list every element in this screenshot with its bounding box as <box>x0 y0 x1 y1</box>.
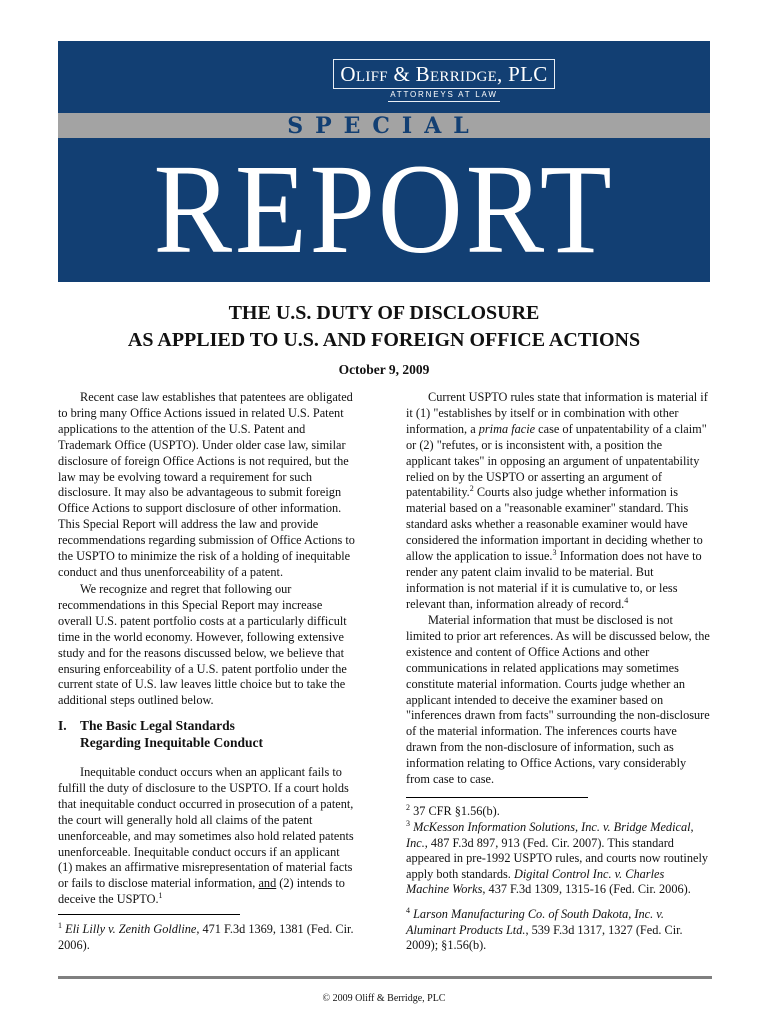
left-paragraph-1: Recent case law establishes that patentees are obligated to bring many Office Actions issued in related U.S. Patent applications to the attention of the U.S. Patent and Trademark Office (USPTO). Under older case law, similar disclosure of foreign Office Actions is not required, but the law may be evolving toward a requirement for such disclosure. It may also be advantageous to submit foreign Office Actions to support disclosure of other information. This Special Report will address the law and provide recommendations regarding submission of Office Actions to the USPTO to minimize the risk of a holding of inequitable conduct and thus unenforceability of a patent. <box>58 390 355 579</box>
document-date: October 9, 2009 <box>338 362 430 377</box>
masthead-banner <box>58 41 710 282</box>
underlined-and: and <box>258 876 277 891</box>
firm-name: Oliff & Berridge, PLC <box>340 61 548 86</box>
report-title: REPORT <box>153 138 615 280</box>
copyright-notice: © 2009 Oliff & Berridge, PLC <box>322 993 446 1004</box>
right-paragraph-1: Current USPTO rules state that information is material if it (1) "establishes by itself or in combination with other information, a prima facie case of unpatentability of a claim" or (2) "refutes, or is inconsistent with, a position the applicant takes" in opposing an argument of unpatentability relied on by the USPTO or asserting an argument of patentability.$^2$ Courts also judge whether information is material based on a "reasonable examiner" standard. This standard asks whether a reasonable examiner would have considered the information important in deciding whether to allow the application to issue.$^3$ Information does not have to render any patent claim invalid to be material. But information is not material if it is cumulative to, or less relevant than, information already of record.$^4$ <box>406 390 708 611</box>
footnote-1: $^1$ Eli Lilly v. Zenith Goldline, 471 F.3d 1369, 1381 (Fed. Cir. 2006). <box>58 920 354 952</box>
footer-rule <box>58 976 712 979</box>
section-heading-line1: The Basic Legal Standards <box>80 718 235 733</box>
footnote-ref-3: 3 <box>552 547 557 557</box>
special-label: SPECIAL <box>287 112 481 139</box>
section-number: I. <box>58 718 67 733</box>
left-paragraph-2: We recognize and regret that following our recommendations in this Special Report may increase overall U.S. patent portfolio costs at a particularly difficult time in the world economy. However, following extensive study and for the reasons discussed below, we believe that ensuring enforceability of a U.S. patent portfolio under the current state of U.S. law leaves little choice but to take the additional steps outlined below. <box>58 582 347 708</box>
right-paragraph-2: Material information that must be disclosed is not limited to prior art references. As will be discussed below, the existence and content of Office Actions and other communications in related applications may sometimes constitute material information. Courts judge whether an applicant intended to deceive the examiner based on "inferences drawn from facts" surrounding the non-disclosure of the material information. The inferences courts have drawn from the non-disclosure of information, such as information relating to Office Actions, vary considerably from case to case. <box>406 613 710 787</box>
firm-tagline: ATTORNEYS AT LAW <box>390 90 498 99</box>
footnote-2: $^2$ 37 CFR §1.56(b). <box>406 802 500 818</box>
footnote-ref-1: 1 <box>158 891 163 901</box>
tagline-rule <box>388 101 500 102</box>
section-heading-1 <box>58 718 263 751</box>
document-title-line2: AS APPLIED TO U.S. AND FOREIGN OFFICE ACTIONS <box>127 329 641 351</box>
footnote-ref-2: 2 <box>469 484 474 494</box>
section-heading-line2: Regarding Inequitable Conduct <box>80 734 264 750</box>
footnote-divider-right <box>406 797 588 798</box>
left-paragraph-3: Inequitable conduct occurs when an applicant fails to fulfill the duty of disclosure to the USPTO. If a court holds that inequitable conduct occurred in prosecution of a patent, the court will generally hold all claims of the patent unenforceable, and may sometimes also hold related patents unenforceable. Inequitable conduct occurs if an applicant (1) makes an affirmative misrepresentation of material facts or fails to disclose material information, and (2) intends to deceive the USPTO.$^1$ <box>58 765 354 907</box>
document-title-line1: THE U.S. DUTY OF DISCLOSURE <box>228 302 540 324</box>
footnote-4: $^4$ Larson Manufacturing Co. of South Dakota, Inc. v. Aluminart Products Ltd., 539 F.3d 1317, 1327 (Fed. Cir. 2009); §1.56(b). <box>406 905 683 953</box>
footnote-divider-left <box>58 914 240 915</box>
footnote-3: $^3$ McKesson Information Solutions, Inc. v. Bridge Medical, Inc., 487 F.3d 897, 913 (Fed. Cir. 2007). This standard appeared in pre-1992 USPTO rules, and courts now routinely apply both standards. Digital Control Inc. v. Charles Machine Works, 437 F.3d 1309, 1315-16 (Fed. Cir. 2006). <box>406 818 709 897</box>
firm-logo <box>333 59 555 89</box>
special-band <box>58 113 710 138</box>
footnote-ref-4: 4 <box>624 595 629 605</box>
